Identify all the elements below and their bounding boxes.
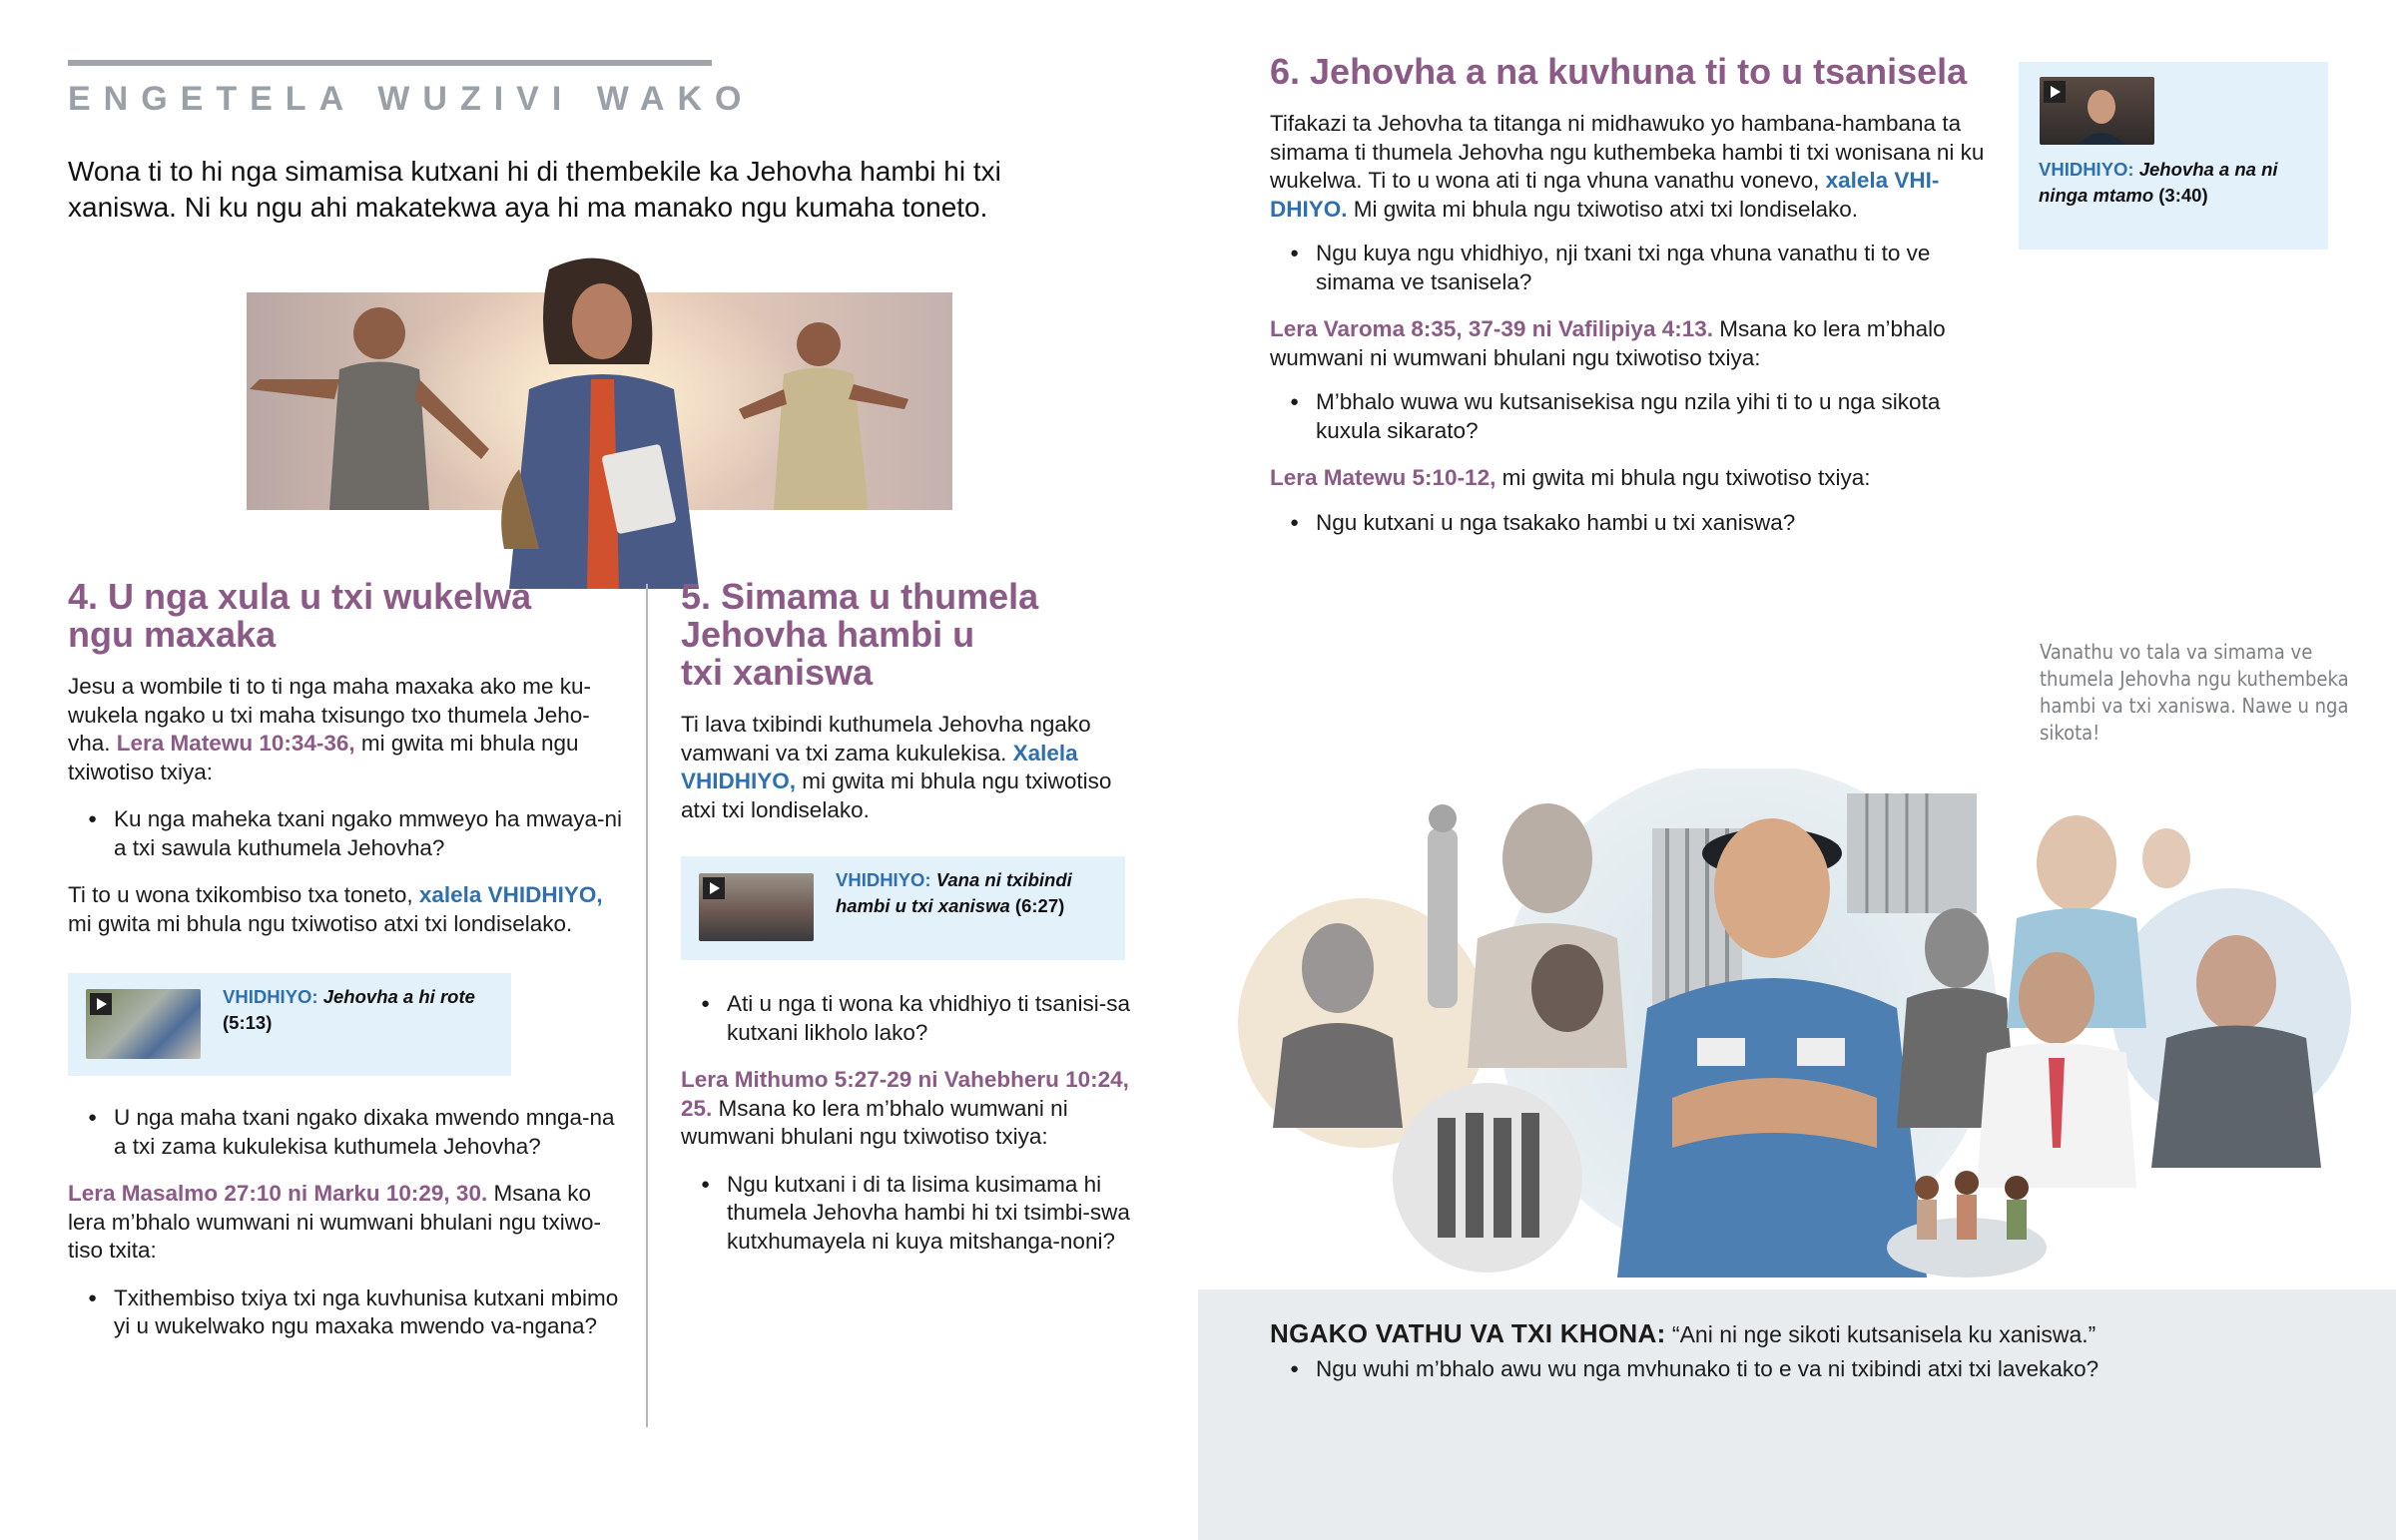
s4-question-list-3 <box>68 1284 622 1341</box>
s6-video-link[interactable]: xalela VHI-DHIYO. <box>1270 168 1940 222</box>
video-label-s5 <box>836 867 1115 919</box>
video-duration: (6:27) <box>1014 895 1065 916</box>
s6-p1-text: Tifakazi ta Jehovha ta titanga ni midhawuko yo hambana-hambana ta simama ti thumela Jehovha ngu kuthembeka hambi ti txi wonisana ni ku wukelwa. Ti to u wona ati ti nga vhuna vanathu vonevo, <box>1270 111 1985 193</box>
section-5-title-line3: txi xaniswa <box>681 652 874 693</box>
video-title: Jehovha a hi rote <box>322 986 475 1007</box>
video-title: Jehovha a na ni ninga mtamo <box>2039 159 2278 206</box>
discussion-question: ● Ngu wuhi m’bhalo awu wu nga mvhunako ti to e va ni txibindi atxi txi lavekako? <box>1270 1355 2348 1384</box>
s4-p1-text-end: mi gwita mi bhula ngu txiwotiso txiya: <box>68 731 579 784</box>
speaker-silhouette-icon <box>2040 77 2154 145</box>
s6-question-2: ● M’bhalo wuwa wu kutsanisekisa ngu nzila yihi ti to u nga sikota kuxula sikarato? <box>1270 388 1969 445</box>
section-6-paragraph-3 <box>1270 464 1989 493</box>
video-box-s6[interactable] <box>2019 62 2328 250</box>
section-4-continued <box>68 1104 627 1341</box>
s4-p1-text: Jesu a wombile ti to ti nga maha maxaka ako me ku-wukela ngako u txi maha txisungo txo thumela Jeho-vha. <box>68 674 591 756</box>
video-key: VHIDHIYO: <box>2039 159 2134 180</box>
s4-p3-text: Msana ko lera m’bhalo wumwani ni wumwani bhulani ngu txiwo-tiso txita: <box>68 1181 602 1263</box>
s6-scripture-ref-1[interactable]: Lera Varoma 8:35, 37-39 ni Vafilipiya 4:13. <box>1270 316 1713 341</box>
video-key: VHIDHIYO: <box>223 986 318 1007</box>
s5-question-2: ● Ngu kutxani i di ta lisima kusimama hi thumela Jehovha hambi hi txi tsimbi-swa kutxhumayela ni kuya mitshanga-noni? <box>681 1171 1130 1257</box>
section-4 <box>68 578 627 938</box>
s4-question-list-2 <box>68 1104 622 1161</box>
s4-scripture-ref-1[interactable]: Lera Matewu 10:34-36, <box>116 731 355 756</box>
s4-question-2: ● U nga maha txani ngako dixaka mwendo mnga-na a txi zama kukulekisa kuthumela Jehovha? <box>68 1104 622 1161</box>
column-divider <box>646 584 648 1427</box>
section-5-title-line2: Jehovha hambi u <box>681 614 975 655</box>
s6-scripture-ref-2[interactable]: Lera Matewu 5:10-12, <box>1270 465 1497 490</box>
s6-p1-text-end: Mi gwita mi bhula ngu txiwotiso atxi txi londiselako. <box>1347 196 1858 222</box>
play-icon[interactable] <box>703 877 725 899</box>
section-5-continued <box>681 990 1130 1256</box>
video-label-s4 <box>223 984 507 1036</box>
family-illustration <box>220 250 958 589</box>
section-4-title <box>68 578 627 654</box>
s6-question-list-1 <box>1270 240 1969 296</box>
s5-question-1: ● Ati u nga ti wona ka vhidhiyo ti tsanisi-sa kutxani likholo lako? <box>681 990 1130 1047</box>
video-label-s6 <box>2039 157 2318 209</box>
s5-question-list-2 <box>681 1171 1130 1257</box>
s5-scripture-ref[interactable]: Lera Mithumo 5:27-29 ni Vahebheru 10:24, 25. <box>681 1067 1129 1121</box>
intro-paragraph: Wona ti to hi nga simamisa kutxani hi di thembekile ka Jehovha hambi hi txi xaniswa. Ni ku ngu ahi makatekwa aya hi ma manako ngu kumaha toneto. <box>68 156 1001 223</box>
video-thumbnail[interactable] <box>2040 77 2154 145</box>
s5-p2-text: Msana ko lera m’bhalo wumwani ni wumwani bhulani ngu txiwotiso txiya: <box>681 1095 1068 1149</box>
s5-p1-text-end: mi gwita mi bhula ngu txiwotiso atxi txi londiselako. <box>681 769 1112 822</box>
section-5-paragraph-1 <box>681 711 1130 824</box>
section-6 <box>1270 53 1989 537</box>
s4-question-1: ● Ku nga maheka txani ngako mmweyo ha mwaya-ni a txi sawula kuthumela Jehovha? <box>68 805 622 862</box>
section-4-paragraph-1 <box>68 673 627 786</box>
section-4-paragraph-3 <box>68 1180 627 1266</box>
section-4-title-line2: ngu maxaka <box>68 614 277 655</box>
s6-p2-text: Msana ko lera m’bhalo wumwani ni wumwani bhulani ngu txiwotiso txiya: <box>1270 316 1946 370</box>
illustration-caption: Vanathu vo tala va simama ve thumela Jehovha ngu kuthembeka hambi va txi xaniswa. Nawe u nga sikota! <box>2040 640 2349 745</box>
section-6-paragraph-1 <box>1270 110 1989 224</box>
video-title: Vana ni txibindi hambi u txi xaniswa <box>836 869 1072 916</box>
s4-question-list-1 <box>68 805 622 862</box>
section-4-paragraph-2 <box>68 881 627 938</box>
video-box-s4[interactable] <box>68 973 511 1076</box>
s4-p2-text-end: mi gwita mi bhula ngu txiwotiso atxi txi londiselako. <box>68 910 573 936</box>
video-box-s5[interactable] <box>681 856 1125 960</box>
s4-question-3: ● Txithembiso txiya txi nga kuvhunisa kutxani mbimo yi u wukelwako ngu maxaka mwendo va-ngana? <box>68 1284 622 1341</box>
section-5 <box>681 578 1130 824</box>
s6-question-list-3 <box>1270 509 1969 538</box>
faithful-witnesses-collage <box>1228 769 2356 1278</box>
section-5-paragraph-2 <box>681 1066 1130 1152</box>
discussion-statement <box>1270 1319 2348 1349</box>
discussion-label: NGAKO VATHU VA TXI KHONA: <box>1270 1318 1666 1348</box>
discussion-quote: “Ani ni nge sikoti kutsanisela ku xaniswa.” <box>1665 1321 2096 1347</box>
section-5-title <box>681 578 1130 692</box>
section-4-title-line1: 4. U nga xula u txi wukelwa <box>68 576 532 617</box>
video-key: VHIDHIYO: <box>836 869 931 890</box>
video-thumbnail[interactable] <box>699 873 814 941</box>
section-6-paragraph-2 <box>1270 315 1989 372</box>
kicker-rule <box>68 60 712 66</box>
video-duration: (5:13) <box>223 1012 273 1033</box>
s5-p1-text: Ti lava txibindi kuthumela Jehovha ngako vamwani va txi zama kukulekisa. <box>681 712 1091 766</box>
video-duration: (3:40) <box>2158 185 2208 206</box>
s4-video-link[interactable]: xalela VHIDHIYO, <box>418 882 603 907</box>
play-icon[interactable] <box>90 993 112 1015</box>
s5-question-list-1 <box>681 990 1130 1047</box>
kicker-title: ENGETELA WUZIVI WAKO <box>68 80 755 118</box>
s4-scripture-ref-2[interactable]: Lera Masalmo 27:10 ni Marku 10:29, 30. <box>68 1181 488 1206</box>
s6-question-1: ● Ngu kuya ngu vhidhiyo, nji txani txi nga vhuna vanathu ti to ve simama ve tsanisela? <box>1270 240 1969 296</box>
s6-question-3: ● Ngu kutxani u nga tsakako hambi u txi xaniswa? <box>1270 509 1969 538</box>
s6-p3-text: mi gwita mi bhula ngu txiwotiso txiya: <box>1496 465 1871 490</box>
video-thumbnail[interactable] <box>86 989 201 1059</box>
s5-video-link[interactable]: Xalela VHIDHIYO, <box>681 740 1078 793</box>
discussion-block <box>1270 1319 2348 1383</box>
s6-question-list-2 <box>1270 388 1969 445</box>
section-5-title-line1: 5. Simama u thumela <box>681 576 1039 617</box>
discussion-question-list <box>1270 1355 2348 1384</box>
s4-p2-text: Ti to u wona txikombiso txa toneto, <box>68 882 419 907</box>
section-6-title: 6. Jehovha a na kuvhuna ti to u tsanisela <box>1270 51 1968 92</box>
